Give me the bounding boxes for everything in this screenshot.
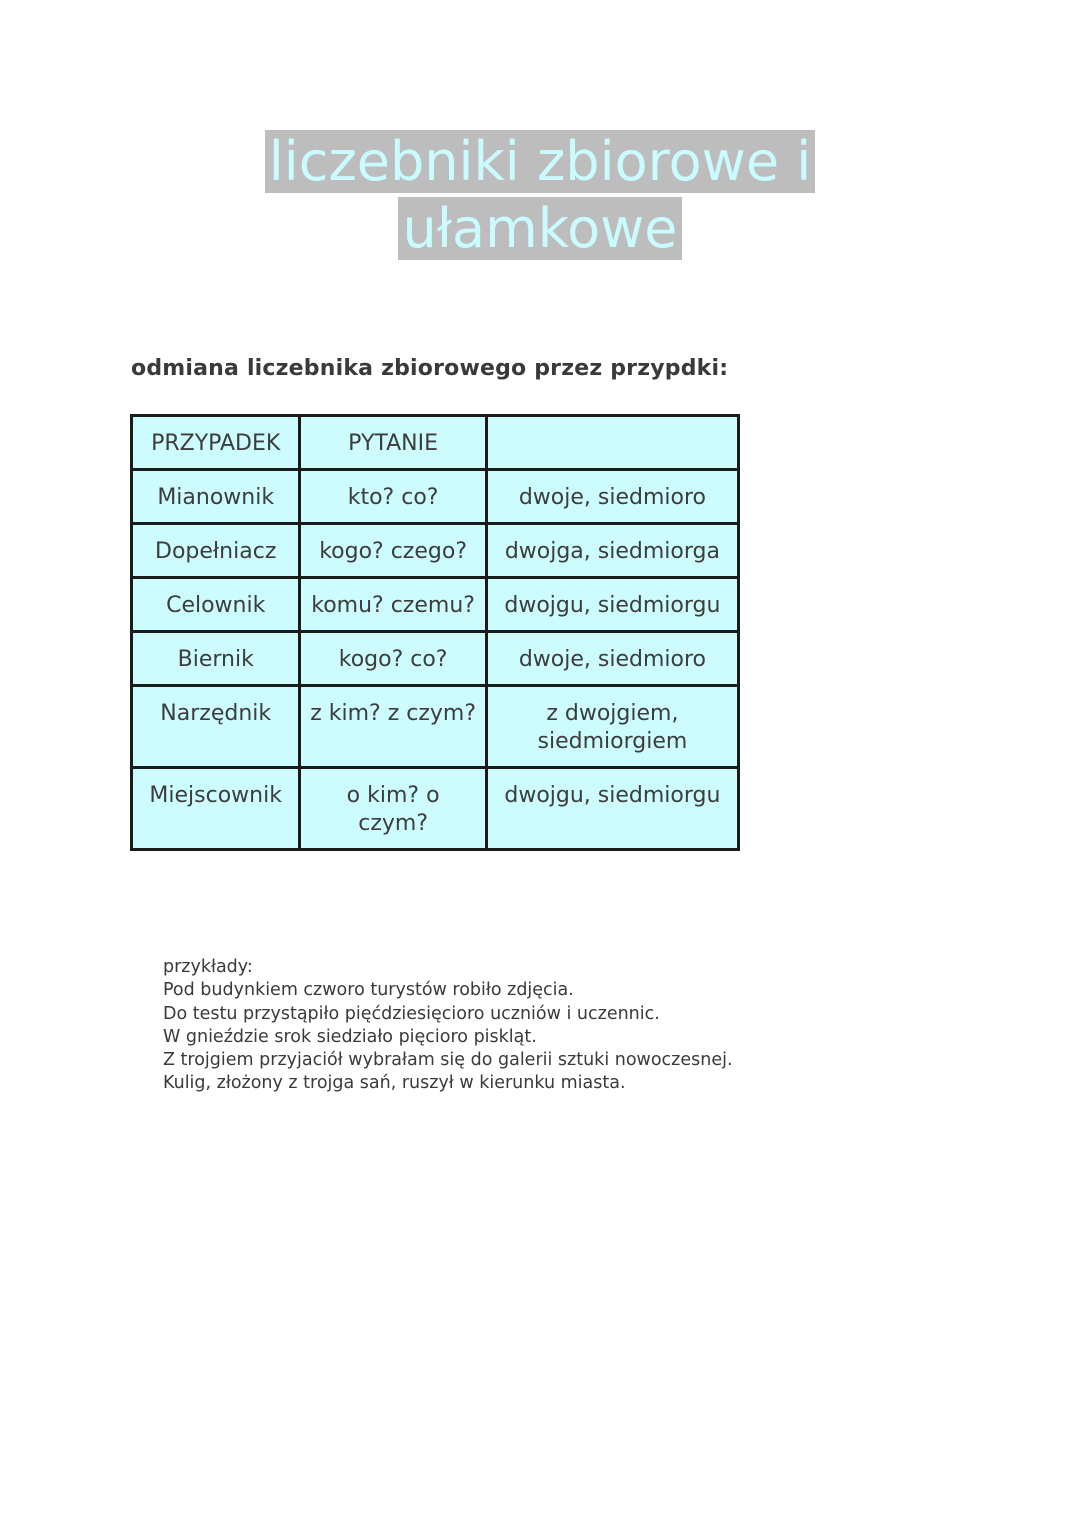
case-name-cell: Mianownik xyxy=(132,470,300,524)
forms-cell: dwojgu, siedmiorgu xyxy=(486,578,738,632)
example-sentence: Do testu przystąpiło pięćdziesięcioro uczniów i uczennic. xyxy=(163,1003,660,1024)
forms-cell: dwojgu, siedmiorgu xyxy=(486,768,738,850)
table-row xyxy=(132,578,739,632)
header-cell-forms xyxy=(486,416,738,470)
case-name-cell: Dopełniacz xyxy=(132,524,300,578)
case-name-cell: Miejscownik xyxy=(132,768,300,850)
title-line-2: ułamkowe xyxy=(398,197,681,260)
table-row xyxy=(132,686,739,768)
table-row xyxy=(132,768,739,850)
question-cell: o kim? o czym? xyxy=(300,768,486,850)
case-name-cell: Narzędnik xyxy=(132,686,300,768)
title-line-1: liczebniki zbiorowe i xyxy=(265,130,815,193)
question-cell: kto? co? xyxy=(300,470,486,524)
section-subtitle: odmiana liczebnika zbiorowego przez przypdki: xyxy=(131,356,729,381)
header-cell-question: PYTANIE xyxy=(300,416,486,470)
example-sentence: Pod budynkiem czworo turystów robiło zdjęcia. xyxy=(163,980,574,1001)
example-sentence: Z trojgiem przyjaciół wybrałam się do galerii sztuki nowoczesnej. xyxy=(163,1050,733,1071)
example-sentence: Kulig, złożony z trojga sań, ruszył w kierunku miasta. xyxy=(163,1073,626,1094)
question-cell: z kim? z czym? xyxy=(300,686,486,768)
examples-block xyxy=(163,956,863,1096)
forms-cell: z dwojgiem, siedmiorgiem xyxy=(486,686,738,768)
forms-cell: dwoje, siedmioro xyxy=(486,632,738,686)
forms-cell: dwojga, siedmiorga xyxy=(486,524,738,578)
table-header-row xyxy=(132,416,739,470)
page-title xyxy=(0,128,1080,262)
table-row xyxy=(132,632,739,686)
table-row xyxy=(132,524,739,578)
forms-cell: dwoje, siedmioro xyxy=(486,470,738,524)
declension-table xyxy=(130,414,740,851)
header-cell-case: PRZYPADEK xyxy=(132,416,300,470)
question-cell: kogo? czego? xyxy=(300,524,486,578)
table-row xyxy=(132,470,739,524)
example-sentence: W gnieździe srok siedziało pięcioro piskląt. xyxy=(163,1026,537,1047)
examples-heading: przykłady: xyxy=(163,957,253,977)
case-name-cell: Biernik xyxy=(132,632,300,686)
case-name-cell: Celownik xyxy=(132,578,300,632)
question-cell: kogo? co? xyxy=(300,632,486,686)
question-cell: komu? czemu? xyxy=(300,578,486,632)
